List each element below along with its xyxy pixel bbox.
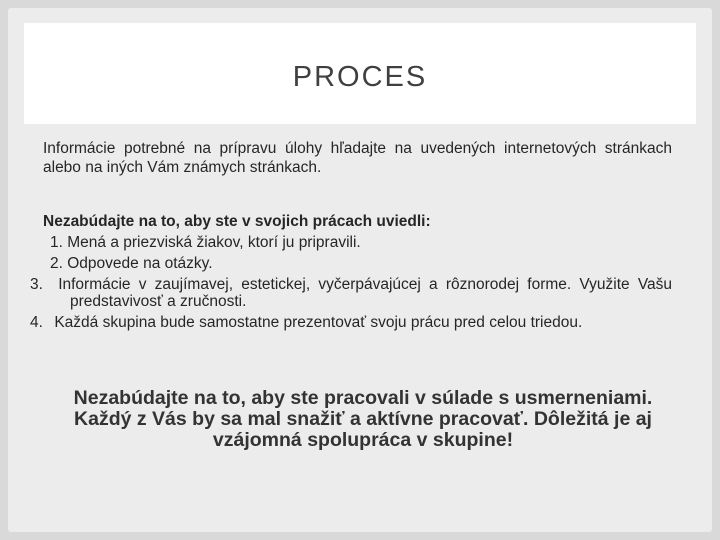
list-item-number: 2.: [50, 255, 63, 272]
list-item: [50, 255, 672, 272]
intro-paragraph: Informácie potrebné na prípravu úlohy hľadajte na uvedených internetových stránkach alebo na iných Vám známych stránkach.: [43, 140, 672, 176]
list-item-text: Každá skupina bude samostatne prezentovať svoju prácu pred celou triedou.: [54, 314, 583, 331]
slide-title: PROCES: [292, 61, 428, 93]
list-item: [50, 234, 672, 251]
requirements-list: [30, 234, 672, 335]
list-item: 4. Každá skupina bude samostatne prezentovať svoju prácu pred celou triedou.: [30, 314, 583, 331]
closing-line-2: Každý z Vás by sa mal snažiť a aktívne pracovať. Dôležitá je aj vzájomná spolupráca v skupine!: [74, 408, 652, 451]
list-heading: Nezabúdajte na to, aby ste v svojich prácach uviedli:: [43, 213, 431, 230]
list-item-number: 1.: [50, 234, 63, 251]
list-item-text: Odpovede na otázky.: [67, 255, 213, 272]
list-item: 3. Informácie v zaujímavej, estetickej, vyčerpávajúcej a rôznorodej forme. Využite Vašu predstavivosť a zručnosti.: [30, 276, 672, 310]
list-item-text: Informácie v zaujímavej, estetickej, vyčerpávajúcej a rôznorodej forme. Využite Vašu predstavivosť a zručnosti.: [58, 276, 672, 310]
closing-line-1: Nezabúdajte na to, aby ste pracovali v súlade s usmerneniami.: [73, 387, 653, 409]
title-box: [24, 23, 696, 124]
slide: [8, 8, 712, 532]
list-item-text: Mená a priezviská žiakov, ktorí ju pripravili.: [67, 234, 361, 251]
closing-note: [43, 388, 683, 451]
